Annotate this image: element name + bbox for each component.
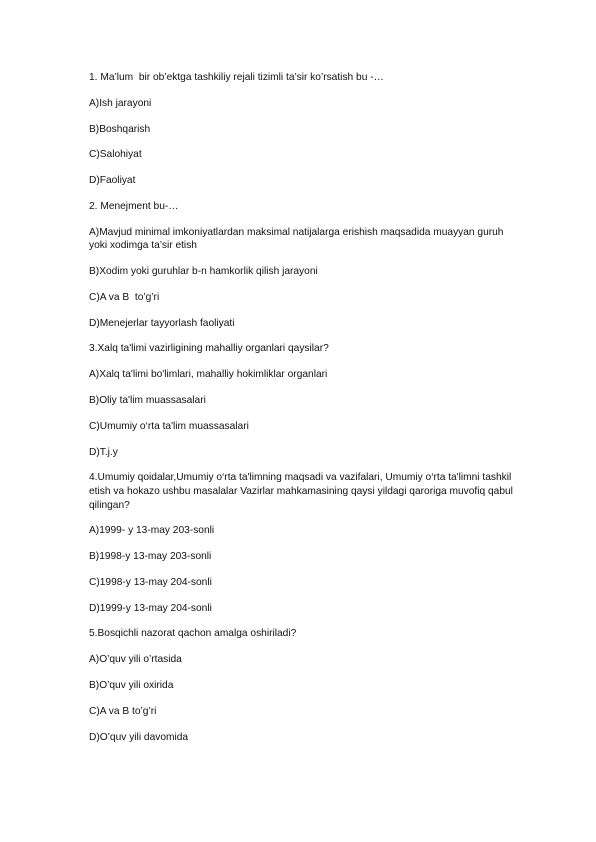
- question-1-option-a: A)Ish jarayoni: [89, 97, 152, 109]
- question-5: 5.Bosqichli nazorat qachon amalga oshiriladi?: [89, 628, 297, 640]
- question-4: 4.Umumiy qoidalar,Umumiy o‘rta ta'limning maqsadi va vazifalari, Umumiy o‘rta ta'limni tashkil etish va hokazo ushbu masalalar Vazirlar mahkamasining qaysi yildagi qaroriga muvofiq qabul qilingan?: [89, 472, 516, 511]
- question-1-option-d: D)Faoliyat: [89, 175, 136, 187]
- question-4-option-c: C)1998-y 13-may 204-sonli: [89, 576, 212, 588]
- question-5-option-a: A)O’quv yili o’rtasida: [89, 654, 182, 666]
- question-4-option-a: A)1999- y 13-may 203-sonli: [89, 525, 215, 537]
- document-body: [89, 71, 519, 756]
- question-3-option-b: B)Oliy ta'lim muassasalari: [89, 394, 206, 406]
- question-3-option-c: C)Umumiy o‘rta ta'lim muassasalari: [89, 420, 249, 432]
- question-3-option-d: D)T.j.y: [89, 446, 118, 458]
- question-1-option-b: B)Boshqarish: [89, 123, 151, 135]
- question-5-option-d: D)O’quv yili davomida: [89, 731, 189, 743]
- question-1: 1. Ma’lum bir ob’ektga tashkiliy rejali tizimli ta’sir ko’rsatish bu -…: [89, 72, 384, 83]
- question-1-option-c: C)Salohiyat: [89, 149, 142, 161]
- question-2: 2. Menejment bu-…: [89, 200, 179, 212]
- question-2-option-b: B)Xodim yoki guruhlar b-n hamkorlik qilish jarayoni: [89, 266, 318, 278]
- question-5-option-b: B)O’quv yili oxirida: [89, 679, 174, 691]
- question-2-option-a: A)Mavjud minimal imkoniyatlardan maksimal natijalarga erishish maqsadida muayyan guruh yoki xodimga ta’sir etish: [89, 226, 507, 252]
- question-2-option-c: C)A va B to’g’ri: [89, 291, 160, 303]
- question-4-option-d: D)1999-y 13-may 204-sonli: [89, 602, 212, 614]
- question-3-option-a: A)Xalq ta'limi bo'limlari, mahalliy hokimliklar organlari: [89, 369, 328, 381]
- question-3: 3.Xalq ta'limi vazirligining mahalliy organlari qaysilar?: [89, 343, 329, 355]
- question-4-option-b: B)1998-y 13-may 203-sonli: [89, 551, 212, 563]
- question-2-option-d: D)Menejerlar tayyorlash faoliyati: [89, 317, 235, 329]
- question-5-option-c: C)A va B to’g’ri: [89, 705, 157, 717]
